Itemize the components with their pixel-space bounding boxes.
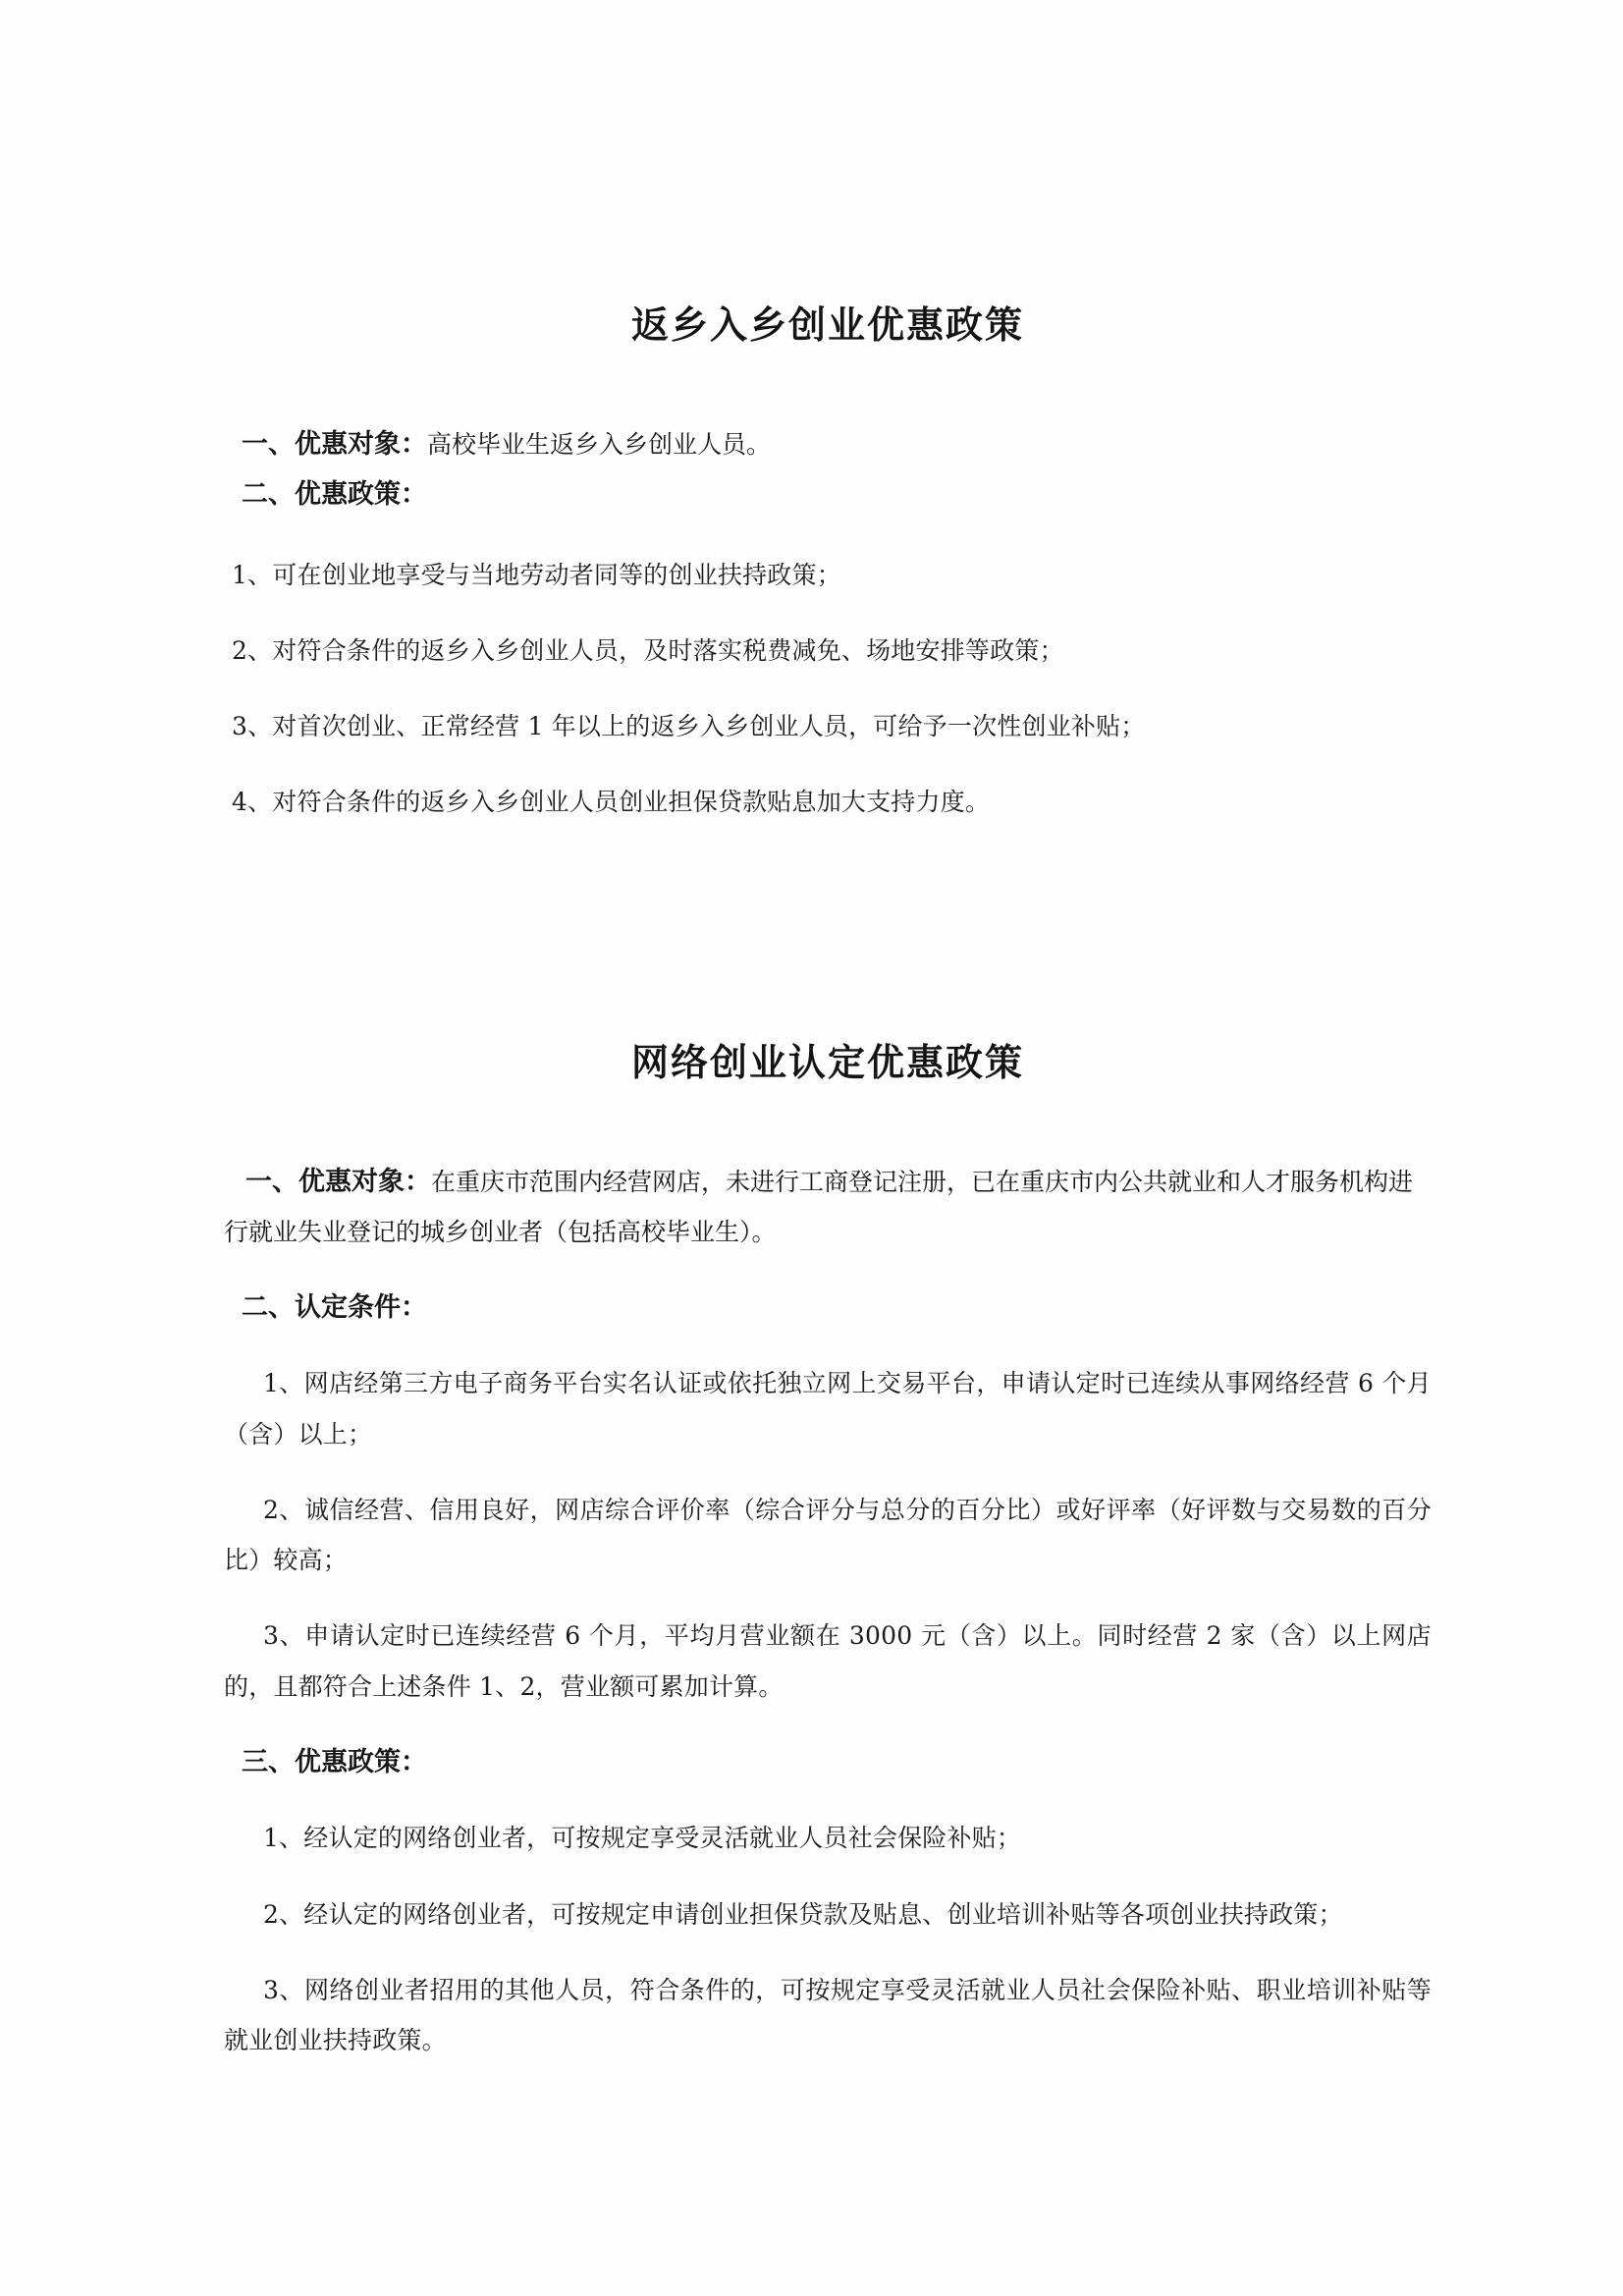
section-1-heading-1 bbox=[224, 419, 1432, 469]
document-content bbox=[224, 295, 1432, 2065]
section-1-heading-1-rest: 高校毕业生返乡入乡创业人员。 bbox=[427, 430, 772, 459]
section-2-condition-2: 2、诚信经营、信用良好，网店综合评价率（综合评分与总分的百分比）或好评率（好评数与交易数的百分比）较高； bbox=[224, 1495, 1432, 1575]
section-2-heading-2 bbox=[224, 1283, 1432, 1333]
section-2-heading-2-lead: 二、认定条件： bbox=[242, 1292, 427, 1324]
section-2-heading-3-lead: 三、优惠政策： bbox=[242, 1746, 427, 1777]
section-1-item-1: 1、可在创业地享受与当地劳动者同等的创业扶持政策； bbox=[232, 560, 841, 589]
spacer bbox=[224, 1712, 1432, 1737]
section-1-heading-1-lead: 一、优惠对象： bbox=[242, 429, 427, 460]
spacer bbox=[224, 751, 1432, 777]
page-title-section-1: 返乡入乡创业优惠政策 bbox=[630, 302, 1024, 347]
spacer bbox=[224, 1940, 1432, 1965]
section-1-item-4: 4、对符合条件的返乡入乡创业人员创业担保贷款贴息加大支持力度。 bbox=[232, 788, 991, 817]
section-2-policy-3: 3、网络创业者招用的其他人员，符合条件的，可按规定享受灵活就业人员社会保险补贴、职业培训补贴等就业创业扶持政策。 bbox=[224, 1975, 1432, 2055]
section-2-heading-1-rest: 在重庆市范围内经营网店，未进行工商登记注册，已在重庆市内公共就业和人才服务机构进行就业失业登记的城乡创业者（包括高校毕业生）。 bbox=[224, 1167, 1414, 1246]
spacer bbox=[224, 520, 1432, 550]
section-1-heading-2-lead: 二、优惠政策： bbox=[242, 479, 427, 511]
section-1-heading-2 bbox=[224, 469, 1432, 519]
spacer bbox=[224, 1257, 1432, 1283]
section-2-heading-1-lead: 一、优惠对象： bbox=[245, 1166, 431, 1197]
section-2-condition-3: 3、申请认定时已连续经营 6 个月，平均月营业额在 3000 元（含）以上。同时经营 2 家（含）以上网店的，且都符合上述条件 1、2，营业额可累加计算。 bbox=[224, 1621, 1432, 1701]
section-2-heading-1 bbox=[224, 1157, 1432, 1258]
section-divider-spacer bbox=[224, 828, 1432, 1032]
spacer bbox=[224, 349, 1432, 419]
spacer bbox=[224, 1864, 1432, 1889]
spacer bbox=[224, 1585, 1432, 1611]
spacer bbox=[224, 1333, 1432, 1358]
section-2-policy-2: 2、经认定的网络创业者，可按规定申请创业担保贷款及贴息、创业培训补贴等各项创业扶持政策； bbox=[263, 1899, 1343, 1929]
spacer bbox=[224, 676, 1432, 701]
section-1-item-3: 3、对首次创业、正常经营 1 年以上的返乡入乡创业人员，可给予一次性创业补贴； bbox=[232, 712, 1146, 741]
section-2-heading-3 bbox=[224, 1737, 1432, 1787]
spacer bbox=[224, 1459, 1432, 1485]
page-title-section-2: 网络创业认定优惠政策 bbox=[630, 1039, 1024, 1084]
spacer bbox=[224, 1086, 1432, 1157]
section-2-condition-1: 1、网店经第三方电子商务平台实名认证或依托独立网上交易平台，申请认定时已连续从事网络经营 6 个月（含）以上； bbox=[224, 1369, 1432, 1449]
section-2-policy-1: 1、经认定的网络创业者，可按规定享受灵活就业人员社会保险补贴； bbox=[263, 1824, 1022, 1853]
spacer bbox=[224, 1787, 1432, 1813]
spacer bbox=[224, 600, 1432, 626]
section-1-item-2: 2、对符合条件的返乡入乡创业人员，及时落实税费减免、场地安排等政策； bbox=[232, 635, 1064, 665]
